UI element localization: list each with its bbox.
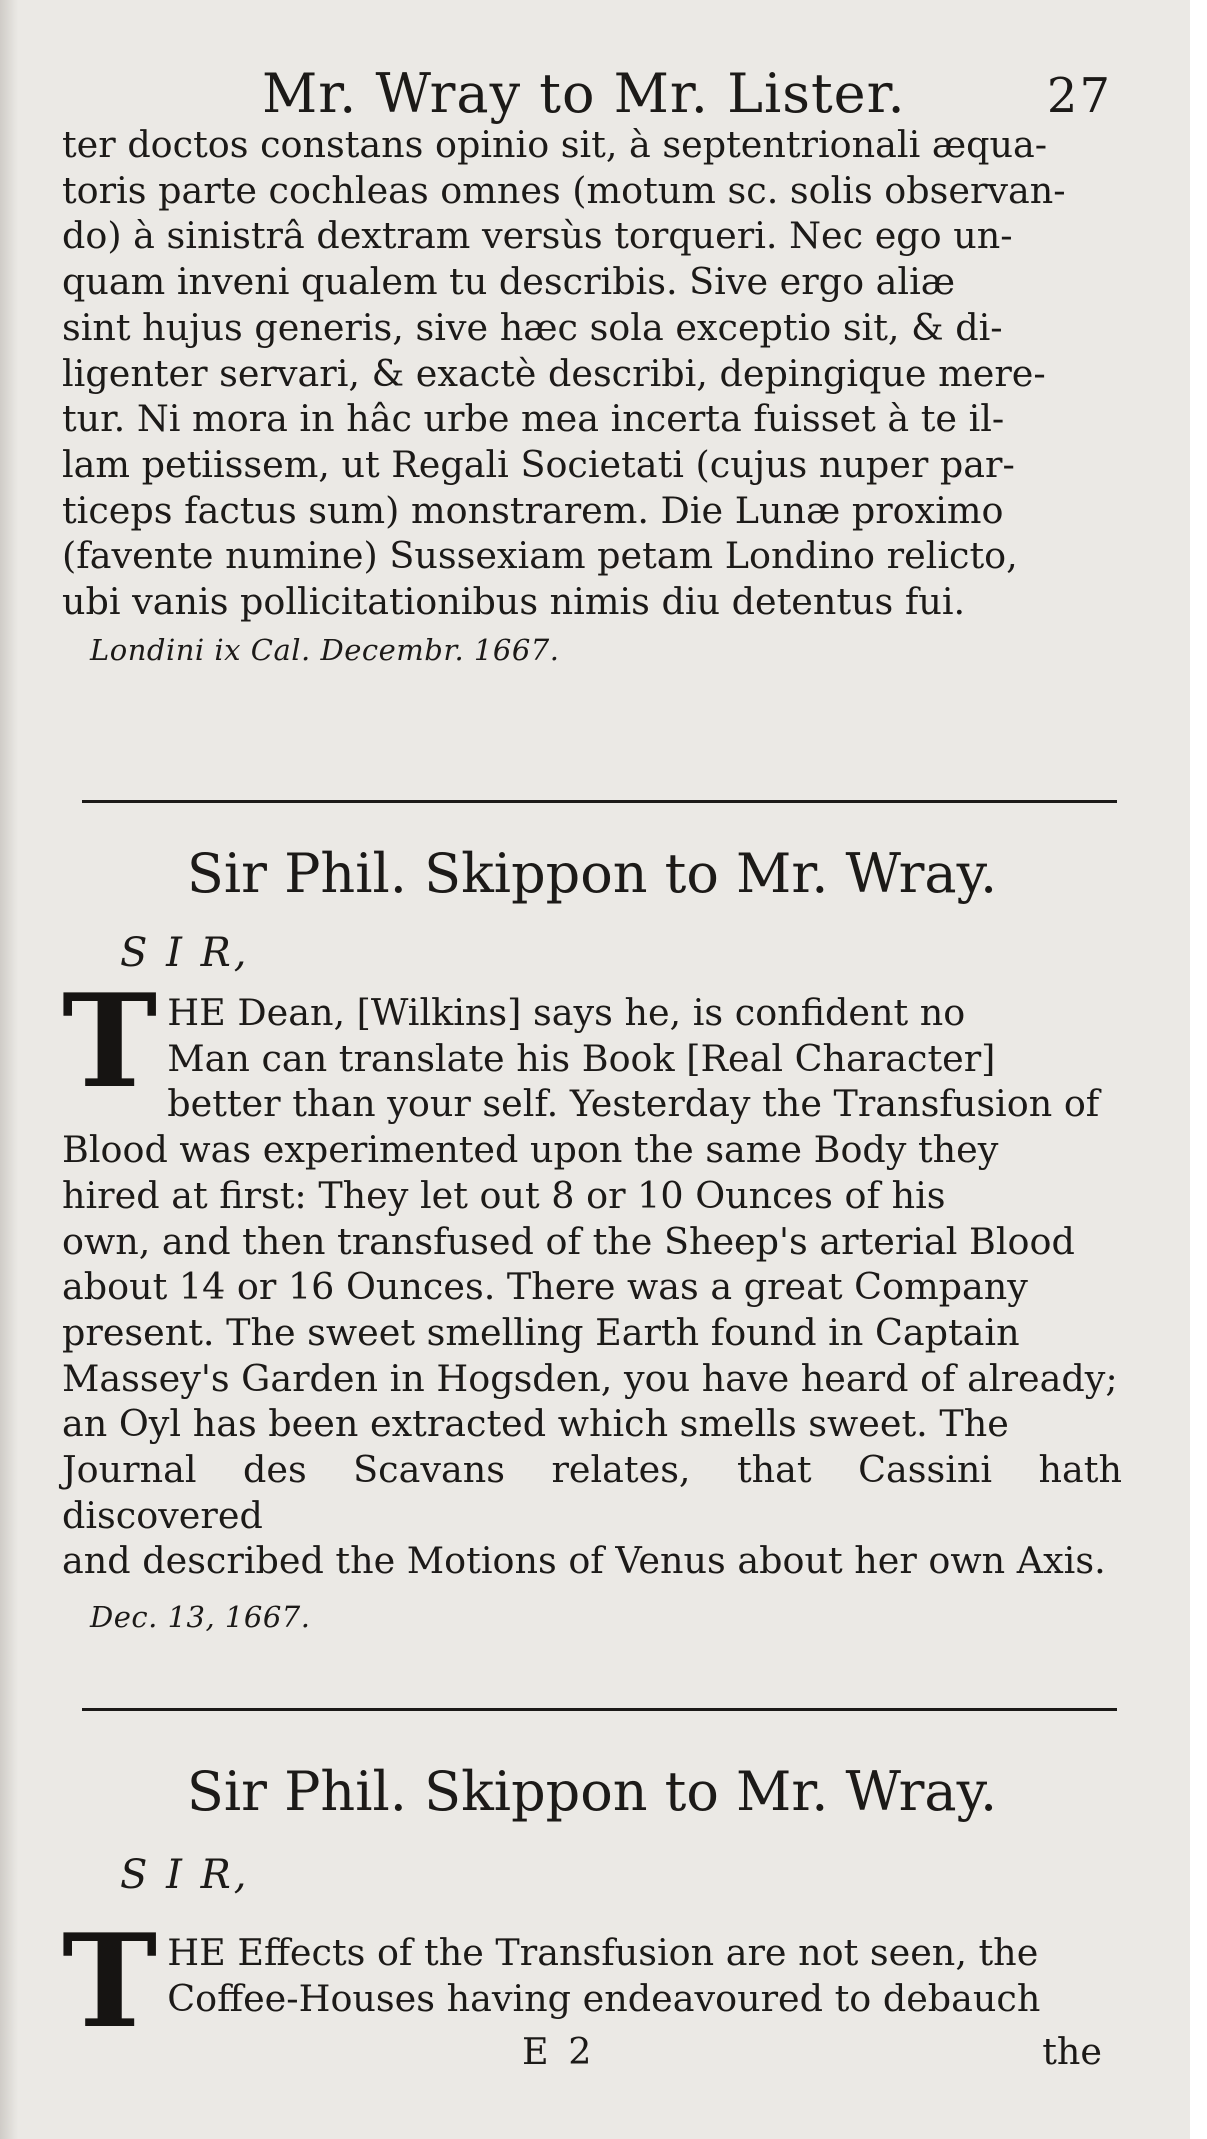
text-line: Journal des Scavans relates, that Cassini hath discovered [62,1448,1122,1537]
signature-mark: E 2 [522,2030,596,2073]
drop-cap: T [62,967,158,1117]
page-footer [62,2030,1122,2076]
text-line: HE Effects of the Transfusion are not seen, the [167,1931,1039,1974]
page-gutter-shadow [0,0,18,2139]
text-line: tur. Ni mora in hâc urbe mea incerta fuisset à te il- [62,397,1005,441]
text-line: ligenter servari, & exactè describi, depingique mere- [62,351,1046,395]
text-line: sint hujus generis, sive hæc sola exceptio sit, & di- [62,305,1003,349]
text-line: Blood was experimented upon the same Body they [62,1128,999,1172]
letter-heading: Sir Phil. Skippon to Mr. Wray. [186,842,998,905]
text-line: and described the Motions of Venus about her own Axis. [62,1539,1106,1583]
text-line: Man can translate his Book [Real Character] [167,1036,996,1080]
text-line: lam petiissem, ut Regali Societati (cujus nuper par- [62,442,1015,486]
salutation: S I R, [120,930,250,976]
text-line: present. The sweet smelling Earth found in Captain [62,1310,1020,1354]
section-rule [82,800,1117,803]
text-line: better than your self. Yesterday the Transfusion of [167,1082,1100,1126]
continued-letter-body [62,122,1122,625]
text-line: hired at first: They let out 8 or 10 Ounces of his [62,1173,946,1217]
letter-body [62,967,1122,1635]
continued-letter [62,122,1122,667]
scan-margin [1190,0,1207,2139]
letter-date: Dec. 13, 1667. [90,1600,311,1635]
salutation: S I R, [120,1852,250,1898]
text-line: ticeps factus sum) monstrarem. Die Lunæ proximo [62,488,1004,532]
text-line: do) à sinistrâ dextram versùs torqueri. Nec ego un- [62,214,1013,258]
catchword: the [1042,2030,1102,2073]
letter-date: Londini ix Cal. Decembr. 1667. [90,632,560,667]
text-line: toris parte cochleas omnes (motum sc. solis observan- [62,168,1066,212]
page-number: 27 [1046,68,1112,124]
section-rule [82,1708,1117,1711]
text-line: Coffee-Houses having endeavoured to debauch [167,1976,1041,2020]
letter-body-text [62,1930,1122,2021]
running-head-title: Mr. Wray to Mr. Lister. [262,62,906,125]
text-line: quam inveni qualem tu describis. Sive ergo aliæ [62,260,956,304]
text-line: HE Dean, [Wilkins] says he, is confident no [167,991,966,1034]
letter-heading: Sir Phil. Skippon to Mr. Wray. [186,1760,998,1823]
text-line: an Oyl has been extracted which smells sweet. The [62,1402,1009,1446]
text-line: ter doctos constans opinio sit, à septentrionali æqua- [62,123,1048,166]
text-line: own, and then transfused of the Sheep's arterial Blood [62,1219,1075,1263]
letter-body-text [62,967,1122,1584]
text-line: about 14 or 16 Ounces. There was a great Company [62,1265,1028,1309]
text-line: ubi vanis pollicitationibus nimis diu detentus fui. [62,580,966,624]
text-line: Massey's Garden in Hogsden, you have heard of already; [62,1356,1118,1400]
text-line: (favente numine) Sussexiam petam Londino relicto, [62,534,1018,578]
drop-cap: T [62,1907,158,2057]
